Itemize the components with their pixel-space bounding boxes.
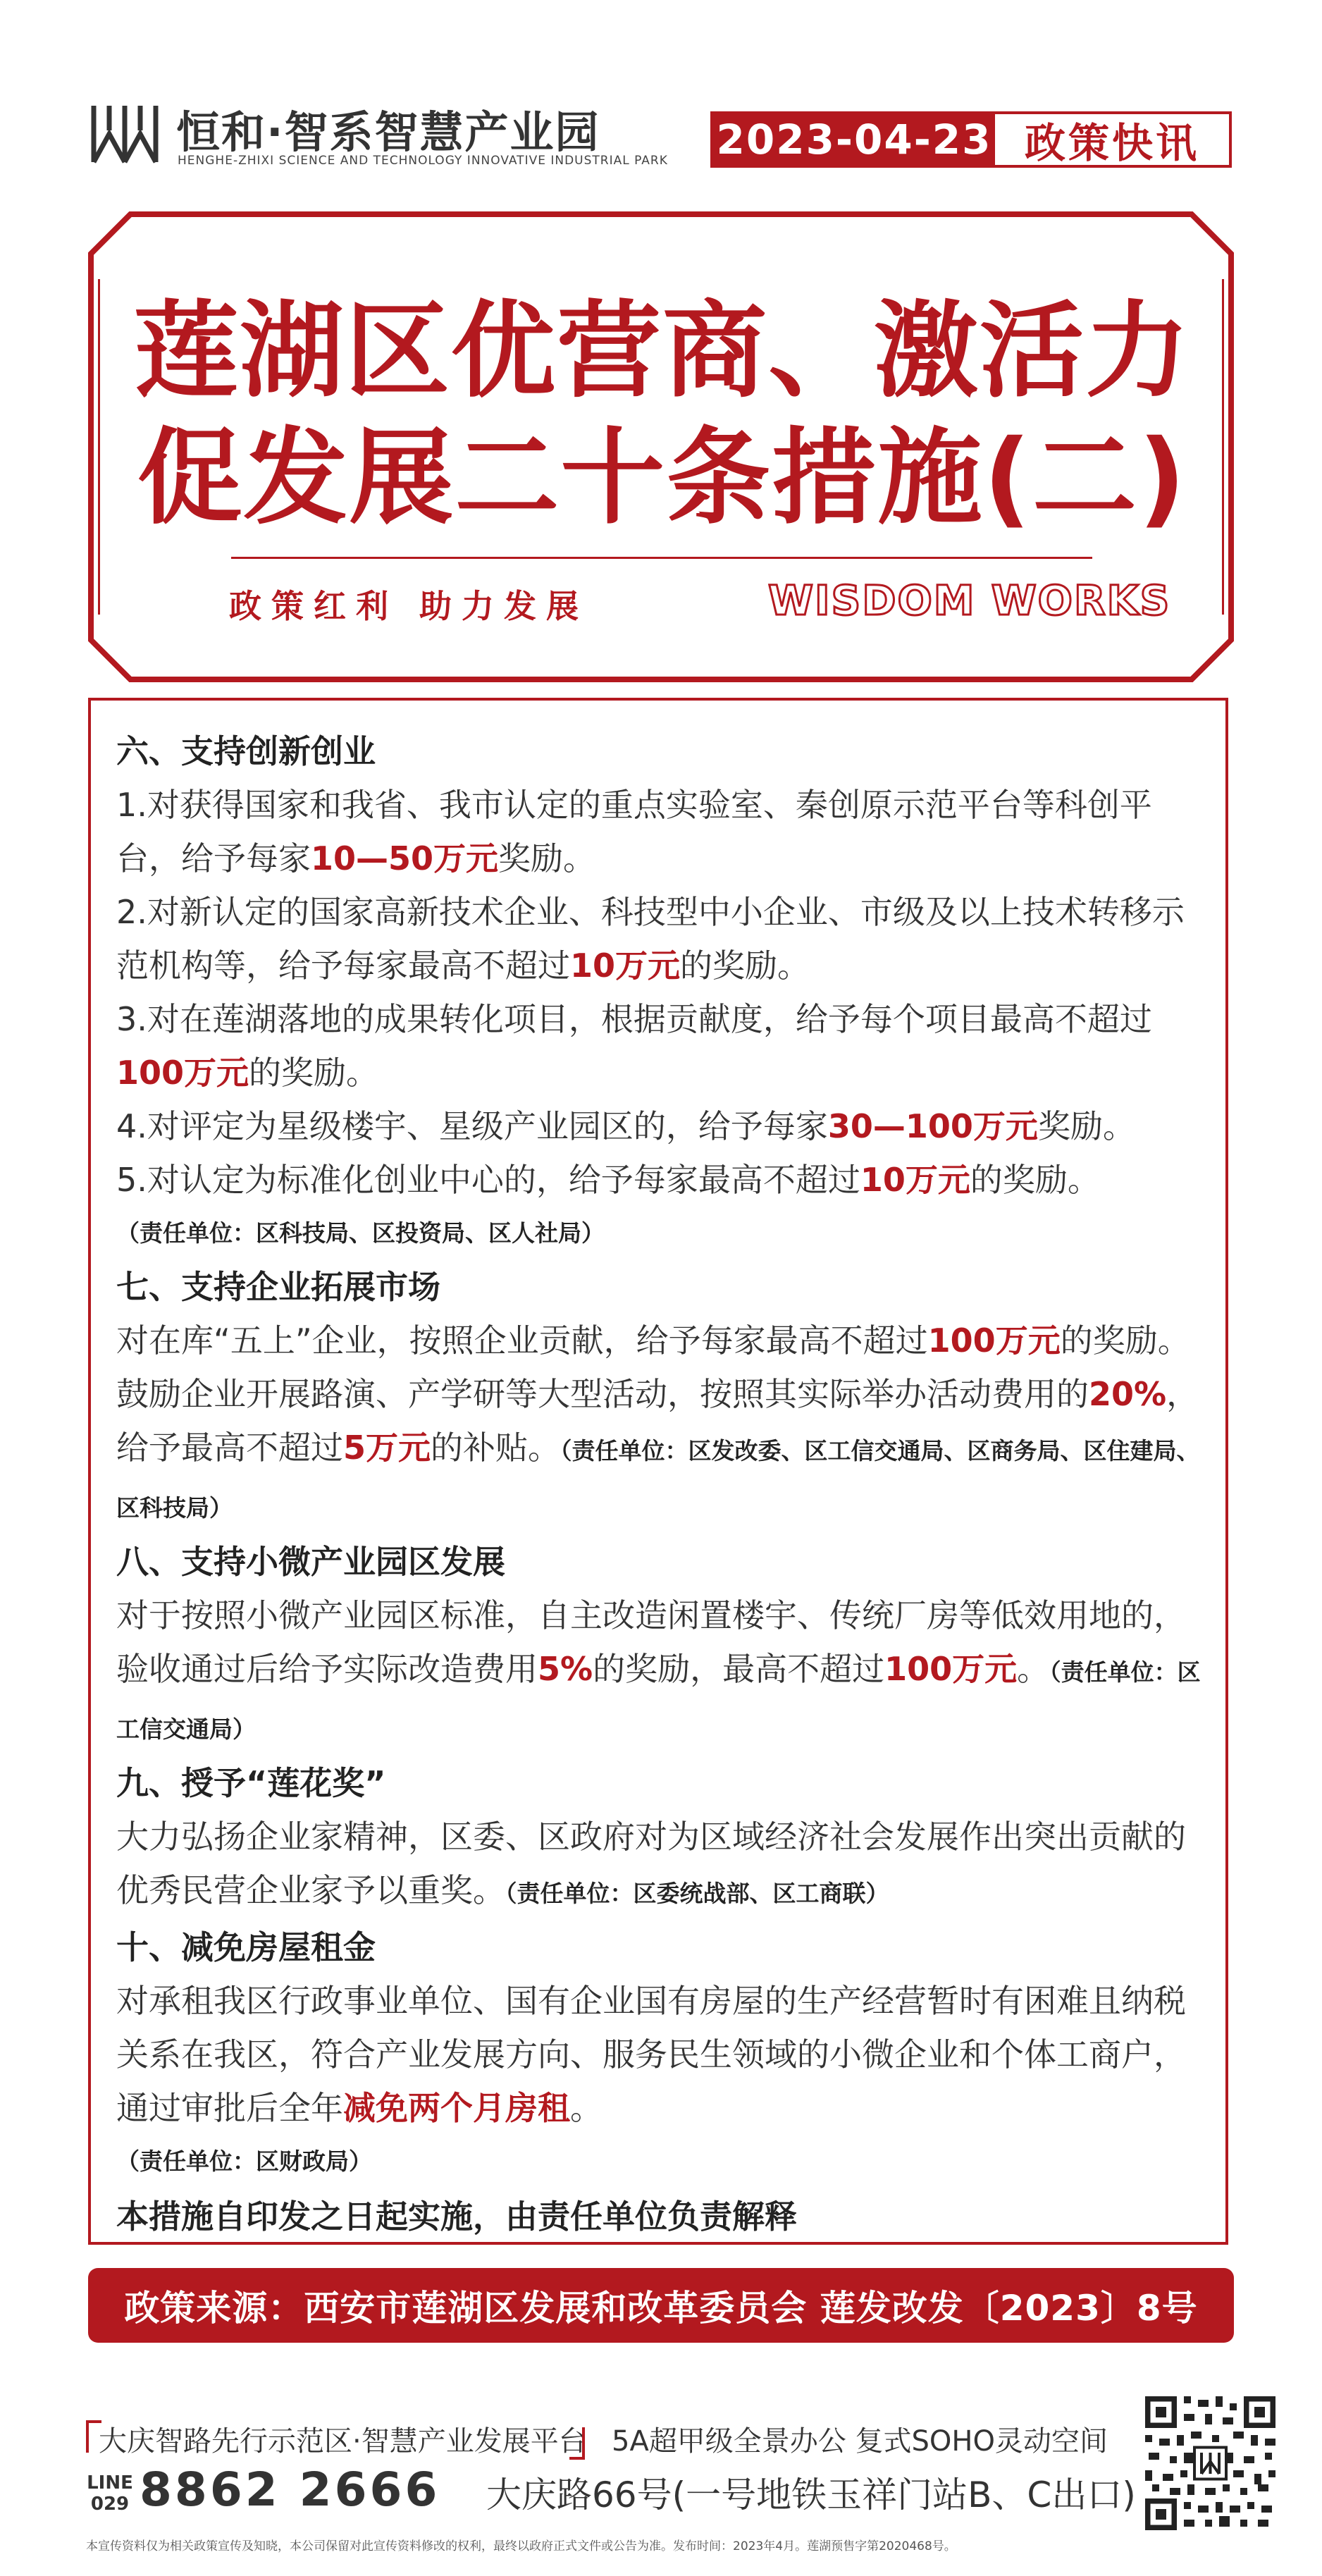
policy-item: 3.对在莲湖落地的成果转化项目，根据贡献度，给予每个项目最高不超过100万元的奖励。	[116, 1000, 1152, 1092]
date-tag-box	[710, 111, 1232, 168]
slogan: 政策红利 助力发展	[229, 587, 589, 625]
policy-item: 4.对评定为星级楼宇、星级产业园区的，给予每家30—100万元奖励。	[116, 1107, 1135, 1145]
responsible-units: （责任单位：区工信交通局）	[116, 1658, 1201, 1743]
hotline-number: 8862 2666	[140, 2463, 440, 2517]
park-logo-icon	[88, 95, 166, 173]
policy-content	[116, 725, 1209, 2245]
publish-date: 2023-04-23	[713, 114, 995, 165]
address: 大庆路66号(一号地铁玉祥门站B、C出口)	[486, 2475, 1136, 2515]
final-note: 本措施自印发之日起实施，由责任单位负责解释	[116, 2198, 797, 2236]
policy-paragraph: 对承租我区行政事业单位、国有企业国有房屋的生产经营暂时有困难且纳税关系在我区，符合产业发展方向、服务民生领域的小微企业和个体工商户，通过审批后全年减免两个月房租。	[116, 1982, 1186, 2127]
policy-item: 5.对认定为标准化创业中心的，给予每家最高不超过10万元的奖励。	[116, 1161, 1100, 1199]
responsible-units: （责任单位：区委统战部、区工商联）	[505, 1880, 889, 1907]
responsible-units: （责任单位：区科技局、区投资局、区人社局）	[116, 1219, 605, 1247]
policy-paragraph: 对于按照小微产业园区标准，自主改造闲置楼宇、传统厂房等低效用地的，验收通过后给予实际改造费用5%的奖励，最高不超过100万元。（责任单位：区工信交通局）	[116, 1596, 1201, 1743]
section-heading: 六、支持创新创业	[116, 732, 376, 770]
policy-paragraph: 对在库“五上”企业，按照企业贡献，给予每家最高不超过100万元的奖励。鼓励企业开展路演、产学研等大型活动，按照其实际举办活动费用的20%，给予最高不超过5万元的补贴。（责任单位：区发改委、区工信交通局、区商务局、区住建局、区科技局）	[116, 1321, 1200, 1522]
news-tag: 政策快讯	[1024, 119, 1199, 167]
section-heading: 七、支持企业拓展市场	[116, 1268, 440, 1306]
policy-paragraph: 大力弘扬企业家精神，区委、区政府对为区域经济社会发展作出突出贡献的优秀民营企业家予以重奖。（责任单位：区委统战部、区工商联）	[116, 1818, 1186, 1909]
hotline-label: LINE 029	[87, 2472, 133, 2515]
section-heading: 十、减免房屋租金	[116, 1928, 376, 1966]
bracket-decoration	[569, 2427, 585, 2460]
section-heading: 八、支持小微产业园区发展	[116, 1543, 505, 1581]
responsible-units: （责任单位：区财政局）	[116, 2147, 372, 2175]
title-line-2: 促发展二十条措施(二)	[137, 417, 1187, 538]
policy-source-banner: 政策来源：西安市莲湖区发展和改革委员会 莲发改发〔2023〕8号	[88, 2268, 1234, 2343]
policy-item: 2.对新认定的国家高新技术企业、科技型中小企业、市级及以上技术转移示范机构等，给予每家最高不超过10万元的奖励。	[116, 893, 1185, 985]
disclaimer: 本宣传资料仅为相关政策宣传及知晓，本公司保留对此宣传资料修改的权利，最终以政府正式文件或公告为准。发布时间：2023年4月。莲湖预售字第2020468号。	[86, 2539, 956, 2553]
brand-english-name: HENGHE-ZHIXI SCIENCE AND TECHNOLOGY INNOVATIVE INDUSTRIAL PARK	[178, 154, 668, 168]
responsible-units: （责任单位：区发改委、区工信交通局、区商务局、区住建局、区科技局）	[116, 1437, 1200, 1522]
title-line-1: 莲湖区优营商、激活力	[134, 290, 1191, 412]
qr-code-icon	[1142, 2393, 1279, 2534]
wisdom-works-watermark: WISDOM WORKS	[768, 577, 1171, 624]
office-text: 5A超甲级全景办公 复式SOHO灵动空间	[612, 2425, 1108, 2458]
brand-name: 恒和·智系智慧产业园	[176, 106, 600, 158]
section-heading: 九、授予“莲花奖”	[116, 1764, 386, 1802]
policy-item: 1.对获得国家和我省、我市认定的重点实验室、秦创原示范平台等科创平台，给予每家10—50万元奖励。	[116, 786, 1152, 877]
platform-text: 大庆智路先行示范区·智慧产业发展平台	[99, 2425, 587, 2458]
title-divider	[231, 557, 1092, 559]
